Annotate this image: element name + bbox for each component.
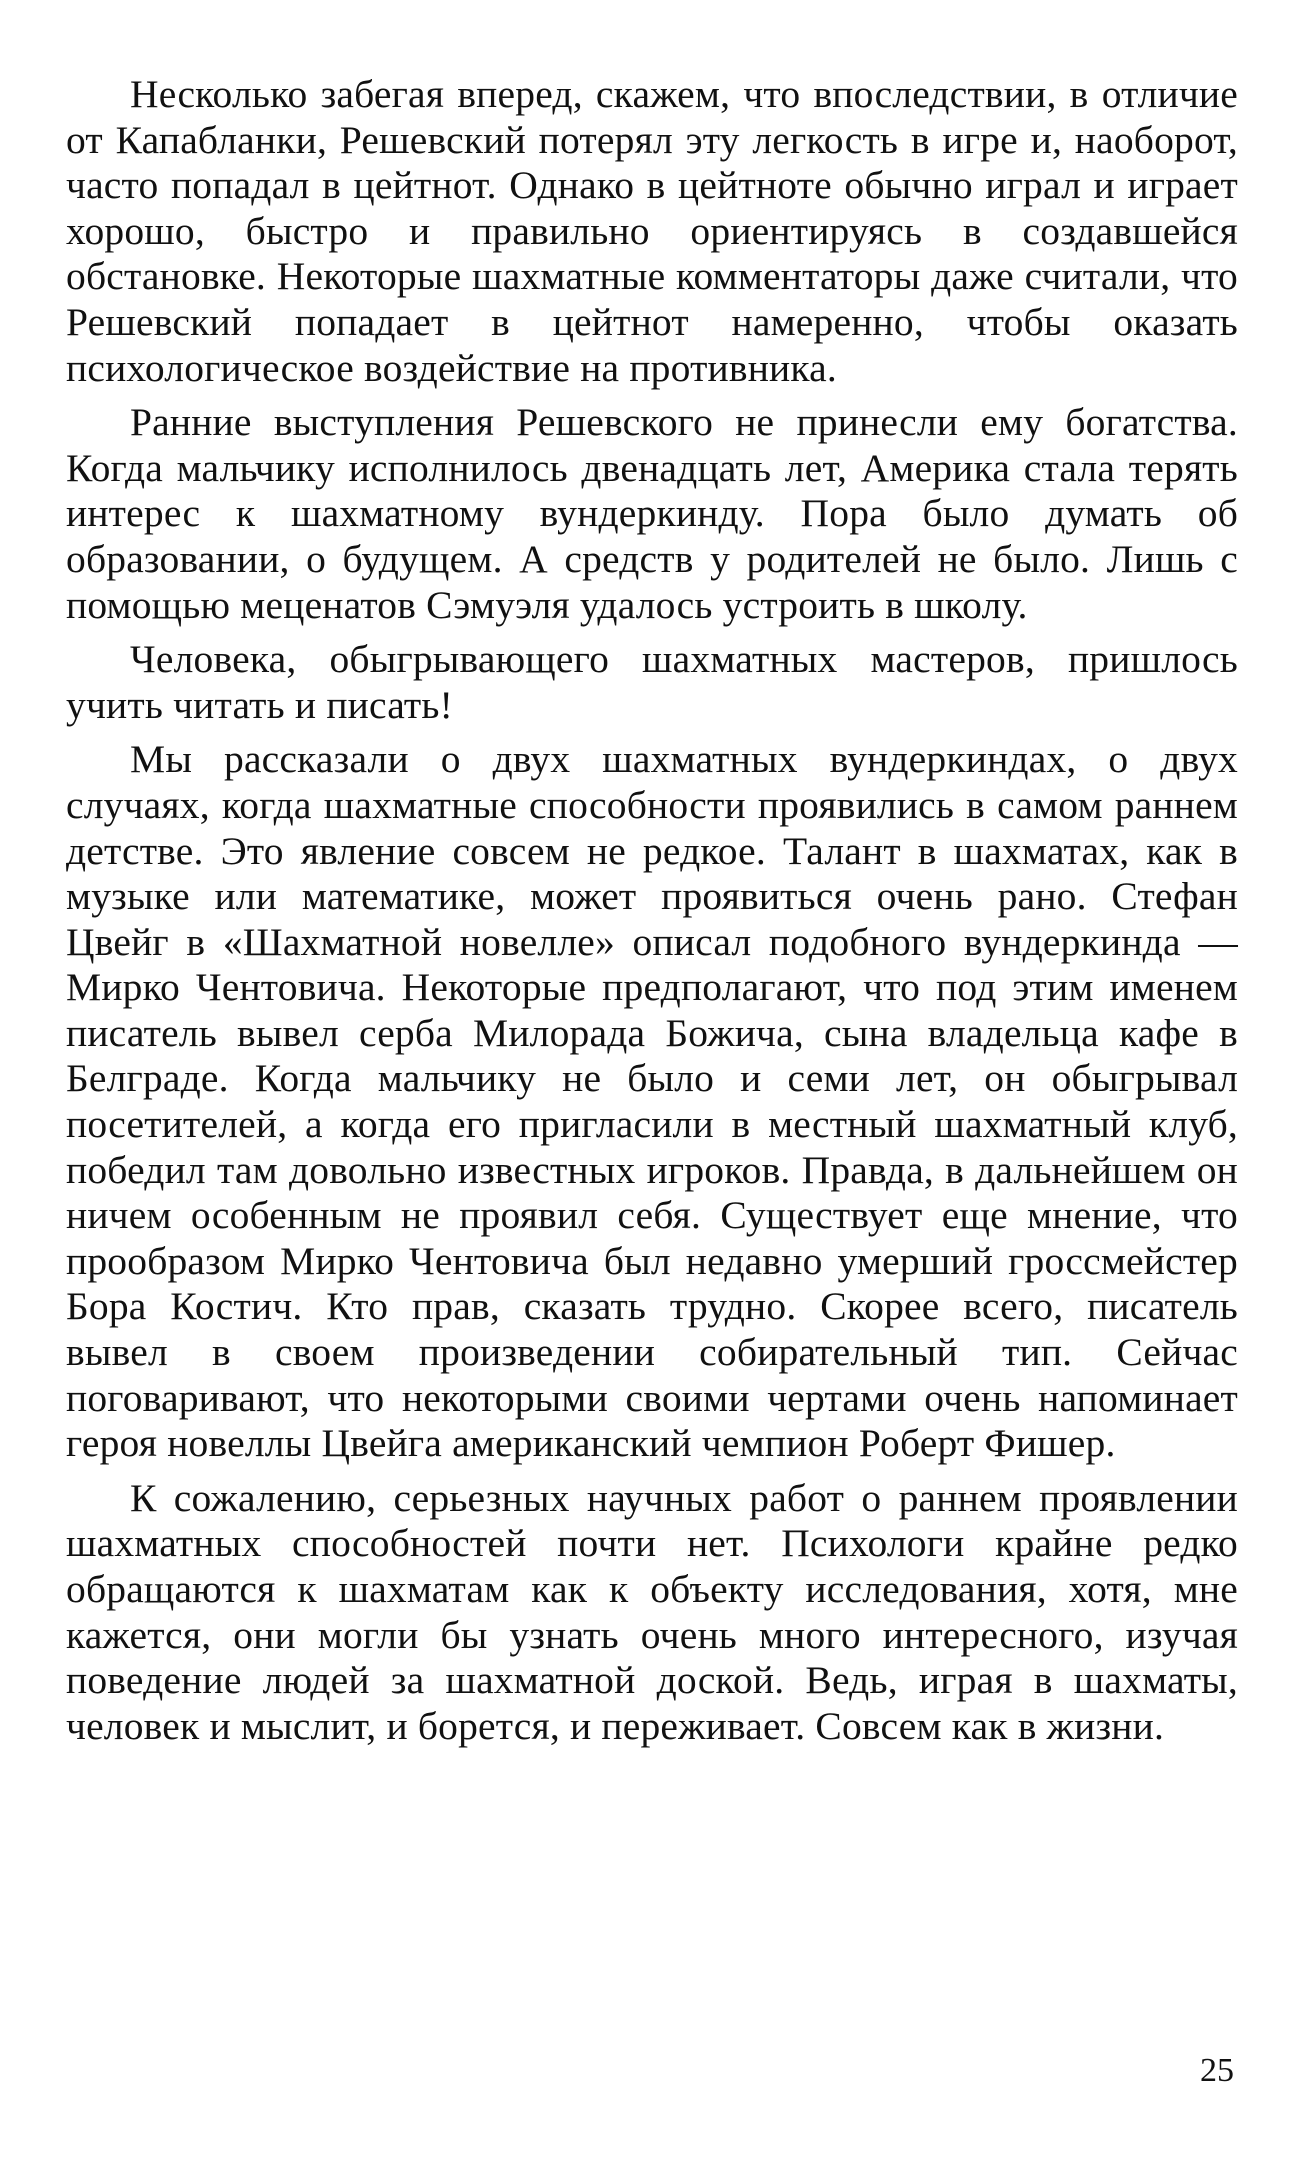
paragraph-4: Мы рассказали о двух шахматных вундеркиндах, о двух случаях, когда шахматные способности проявились в самом раннем детстве. Это явление совсем не редкое. Талант в шахматах, как в музыке или математике, может проявиться очень рано. Стефан Цвейг в «Шахматной новелле» описал подобного вундеркинда — Мирко Чентовича. Некоторые предполагают, что под этим именем писатель вывел серба Милорада Божича, сына владельца кафе в Белграде. Когда мальчику не было и семи лет, он обыгрывал посетителей, а когда его пригласили в местный шахматный клуб, победил там довольно известных игроков. Правда, в дальнейшем он ничем особенным не проявил себя. Существует еще мнение, что прообразом Мирко Чентовича был недавно умерший гроссмейстер Бора Костич. Кто прав, сказать трудно. Скорее всего, писатель вывел в своем произведении собирательный тип. Сейчас поговаривают, что некоторыми своими чертами очень напоминает героя новеллы Цвейга американский чемпион Роберт Фишер.	[66, 737, 1238, 1466]
page-body	[66, 72, 1238, 1758]
paragraph-2: Ранние выступления Решевского не принесли ему богатства. Когда мальчику исполнилось двенадцать лет, Америка стала терять интерес к шахматному вундеркинду. Пора было думать об образовании, о будущем. А средств у родителей не было. Лишь с помощью меценатов Сэмуэля удалось устроить в школу.	[66, 400, 1238, 627]
page-number: 25	[1200, 2052, 1234, 2089]
paragraph-5: К сожалению, серьезных научных работ о раннем проявлении шахматных способностей почти нет. Психологи крайне редко обращаются к шахматам как к объекту исследования, хотя, мне кажется, они могли бы узнать очень много интересного, изучая поведение людей за шахматной доской. Ведь, играя в шахматы, человек и мыслит, и борется, и переживает. Совсем как в жизни.	[66, 1475, 1238, 1748]
paragraph-1: Несколько забегая вперед, скажем, что впоследствии, в отличие от Капабланки, Решевский потерял эту легкость в игре и, наоборот, часто попадал в цейтнот. Однако в цейтноте обычно играл и играет хорошо, быстро и правильно ориентируясь в создавшейся обстановке. Некоторые шахматные комментаторы даже считали, что Решевский попадает в цейтнот намеренно, чтобы оказать психологическое воздействие на противника.	[66, 72, 1238, 390]
paragraph-3: Человека, обыгрывающего шахматных мастеров, пришлось учить читать и писать!	[66, 637, 1238, 727]
